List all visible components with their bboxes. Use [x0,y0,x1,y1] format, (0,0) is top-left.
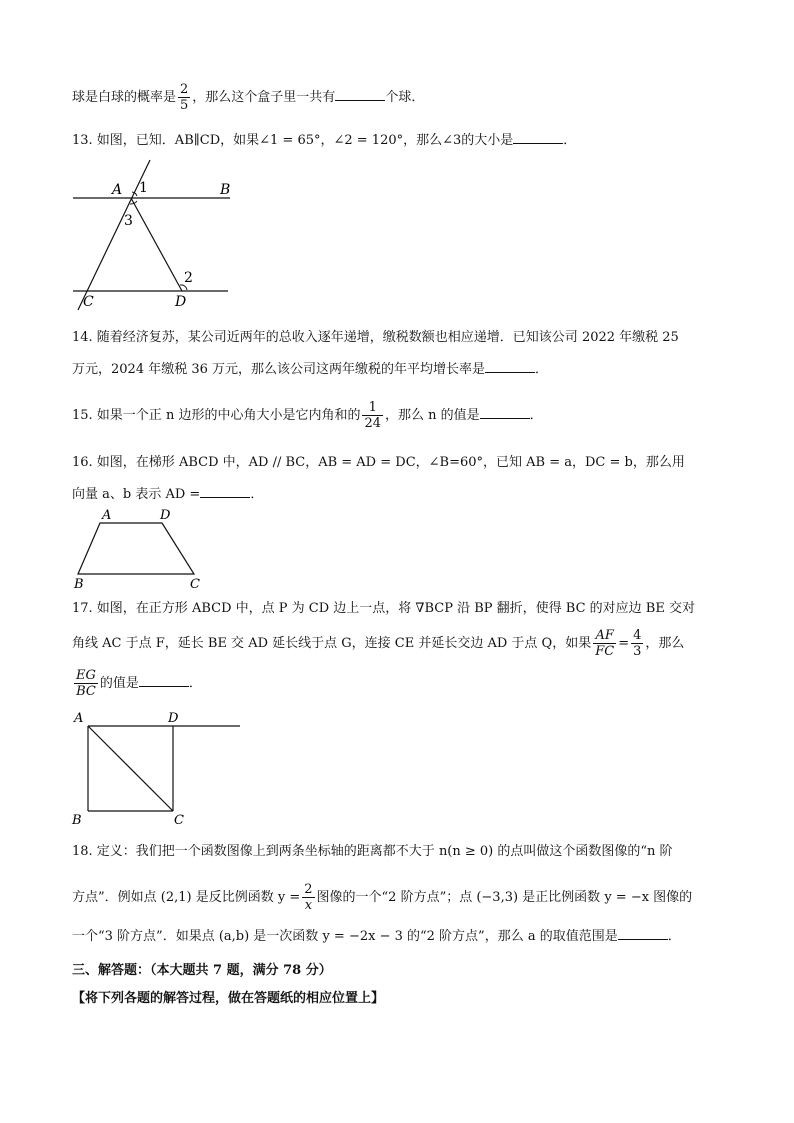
q12-fraction: $\frac{2}{5}$ [180,82,189,113]
q12-answer-blank[interactable] [335,88,385,101]
q13-label-A: A [112,182,123,198]
q13-label-2: 2 [184,270,193,286]
q17-figure [70,708,245,826]
q18-line3: 一个“3 阶方点”．如果点 (a,b) 是一次函数 y = −2x − 3 的“2 阶方点”，那么 a 的取值范围是 ． [72,929,681,944]
q17-line3: $\frac{EG}{BC}$ 的值是 ． [76,668,202,699]
q15-line: 15. 如果一个正 n 边形的中心角大小是它内角和的 $\frac{1}{24}$ ，那么 n 的值是 ． [72,400,543,431]
q16-line2: 向量 a、b 表示 AD = ． [72,487,264,502]
q16-label-D: D [160,508,171,523]
q13-label-1: 1 [139,180,148,196]
q12-text: 球是白球的概率是 [72,90,177,105]
section-note: 【将下列各题的解答过程，做在答题纸的相应位置上】 [72,991,385,1006]
q17-label-D: D [168,711,179,726]
q14-line1: 14. 随着经济复苏，某公司近两年的总收入逐年递增，缴税数额也相应递增．已知该公司 2022 年缴税 25 [72,330,679,345]
q17-line1: 17. 如图，在正方形 ABCD 中，点 P 为 CD 边上一点，将 ∇BCP 沿 BP 翻折，使得 BC 的对应边 BE 交对 [72,601,695,616]
q18-line2: 方点”．例如点 (2,1) 是反比例函数 y = $\frac{2}{x}$ 图像的一个“2 阶方点”；点 (−3,3) 是正比例函数 y = −x 图像的 [72,882,693,913]
q17-fraction-eg-bc: $\frac{EG}{BC}$ [76,668,96,699]
q18-fraction: $\frac{2}{x}$ [304,882,313,913]
q13-label-B: B [220,182,231,198]
q13-figure [68,158,238,313]
q17-label-B: B [72,813,82,826]
q17-fraction-af-fc: $\frac{AF}{FC}$ [595,628,615,659]
q17-fraction-4-3: $\frac{4}{3}$ [633,628,642,659]
q16-figure [70,506,210,591]
q16-answer-blank[interactable] [200,485,250,498]
q16-label-C: C [190,577,200,591]
q16-label-B: B [74,577,84,591]
q16-label-A: A [102,508,112,523]
q13-text: 13. 如图，已知．AB∥CD，如果∠1 = 65°，∠2 = 120°，那么∠3的大小是 ． [72,133,577,148]
q15-fraction: $\frac{1}{24}$ [364,400,381,431]
q17-label-C: C [174,813,184,826]
q16-line1: 16. 如图，在梯形 ABCD 中，AD // BC，AB = AD = DC，∠B=60°，已知 AB = a，DC = b，那么用 [72,455,685,470]
q18-line1: 18. 定义：我们把一个函数图像上到两条坐标轴的距离都不大于 n(n ≥ 0) 的点叫做这个函数图像的“n 阶 [72,844,673,859]
section-title: 三、解答题：（本大题共 7 题，满分 78 分） [72,963,332,978]
q13-label-C: C [83,294,94,310]
q12-line: 球是白球的概率是 $\frac{2}{5}$ ，那么这个盒子里一共有 个球． [72,82,425,113]
q18-answer-blank[interactable] [618,927,668,940]
q13-answer-blank[interactable] [513,131,563,144]
q15-answer-blank[interactable] [480,406,530,419]
q17-line2: 角线 AC 于点 F，延长 BE 交 AD 延长线于点 G，连接 CE 并延长交边 AD 于点 Q，如果 $\frac{AF}{FC}$ = $\frac{4}{3}$ ，那么 [72,628,685,659]
q13-label-3: 3 [124,213,133,229]
q14-line2: 万元，2024 年缴税 36 万元，那么该公司这两年缴税的年平均增长率是 ． [72,362,549,377]
q17-label-A: A [74,711,84,726]
q13-label-D: D [175,294,187,310]
q14-answer-blank[interactable] [485,360,535,373]
q17-answer-blank[interactable] [139,674,189,687]
